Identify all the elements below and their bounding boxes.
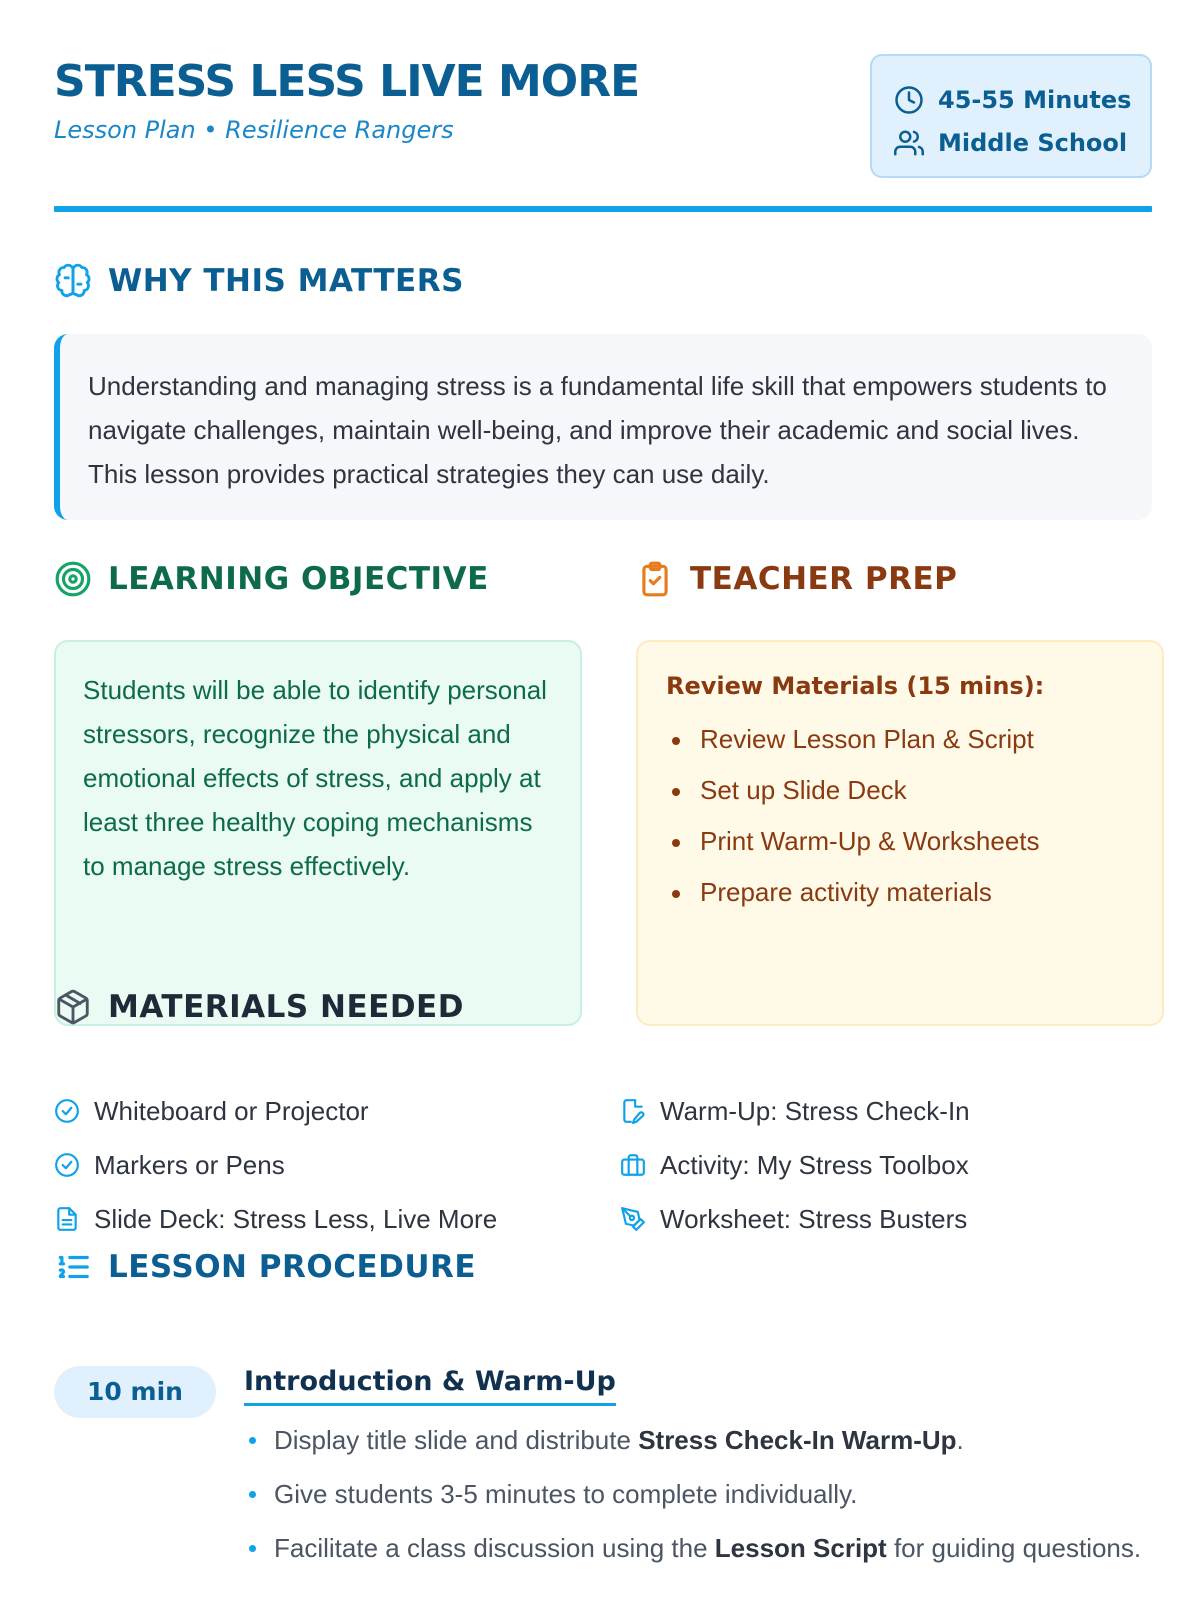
bullet-bold-text: Lesson Script	[714, 1533, 887, 1563]
why-heading-text: WHY THIS MATTERS	[108, 263, 464, 299]
materials-list-left	[54, 1084, 497, 1246]
audience-label: Middle School	[938, 128, 1128, 157]
objective-heading-text: LEARNING OBJECTIVE	[108, 561, 489, 597]
step-title: Introduction & Warm-Up	[244, 1364, 616, 1406]
materials-heading-text: MATERIALS NEEDED	[108, 989, 464, 1025]
list-item	[244, 1420, 1144, 1460]
material-label: Whiteboard or Projector	[94, 1095, 369, 1126]
list-item	[54, 1084, 497, 1138]
list-item	[54, 1138, 497, 1192]
objective-section-heading	[54, 560, 489, 598]
list-item	[620, 1192, 970, 1246]
numbered-list-icon	[54, 1248, 92, 1286]
bullet-text: .	[956, 1425, 964, 1455]
clock-icon	[894, 85, 924, 115]
materials-section-heading	[54, 988, 464, 1026]
material-label: Slide Deck: Stress Less, Live More	[94, 1203, 498, 1234]
document-icon	[54, 1206, 80, 1232]
lesson-header	[54, 52, 1152, 212]
material-label: Warm-Up: Stress Check-In	[660, 1095, 970, 1126]
prep-subheading: Review Materials (15 mins):	[666, 672, 1045, 700]
page-subtitle: Lesson Plan • Resilience Rangers	[54, 116, 454, 144]
list-item	[244, 1474, 1144, 1514]
lesson-meta-box	[870, 54, 1152, 178]
list-item: Review Lesson Plan & Script	[666, 714, 1136, 765]
step-time-badge: 10 min	[54, 1366, 216, 1418]
list-item: Prepare activity materials	[666, 867, 1136, 918]
duration-row	[894, 78, 1150, 121]
list-item	[620, 1084, 970, 1138]
list-item: Set up Slide Deck	[666, 765, 1136, 816]
list-item: Print Warm-Up & Worksheets	[666, 816, 1136, 867]
material-label: Worksheet: Stress Busters	[660, 1203, 968, 1234]
prep-section-heading	[636, 560, 957, 598]
check-circle-icon	[54, 1098, 80, 1124]
prep-heading-text: TEACHER PREP	[690, 561, 958, 597]
package-icon	[54, 988, 92, 1026]
list-item	[54, 1192, 497, 1246]
step-bullet-list	[244, 1420, 1144, 1582]
why-section-heading	[54, 262, 464, 300]
prep-list	[666, 714, 1136, 918]
materials-list-right	[620, 1084, 970, 1246]
procedure-heading-text: LESSON PROCEDURE	[108, 1249, 477, 1285]
briefcase-icon	[620, 1152, 646, 1178]
prep-box	[636, 640, 1164, 1026]
objective-box: Students will be able to identify personal stressors, recognize the physical and emotional effects of stress, and apply at least three healthy coping mechanisms to manage stress effectively.	[54, 640, 582, 1026]
bullet-text: Give students 3-5 minutes to complete individually.	[274, 1479, 858, 1509]
list-item	[620, 1138, 970, 1192]
duration-label: 45-55 Minutes	[938, 85, 1132, 114]
pen-tool-icon	[620, 1206, 646, 1232]
bullet-bold-text: Stress Check-In Warm-Up	[638, 1425, 957, 1455]
target-icon	[54, 560, 92, 598]
audience-row	[894, 121, 1150, 164]
bullet-text: Display title slide and distribute	[274, 1425, 639, 1455]
check-circle-icon	[54, 1152, 80, 1178]
brain-icon	[54, 262, 92, 300]
list-item	[244, 1528, 1144, 1568]
header-divider	[54, 206, 1152, 212]
file-edit-icon	[620, 1098, 646, 1124]
material-label: Markers or Pens	[94, 1149, 285, 1180]
procedure-section-heading	[54, 1248, 476, 1286]
page-title: STRESS LESS LIVE MORE	[54, 56, 640, 107]
why-callout: Understanding and managing stress is a fundamental life skill that empowers students to navigate challenges, maintain well-being, and improve their academic and social lives. This lesson provides practical strategies they can use daily.	[54, 334, 1152, 520]
material-label: Activity: My Stress Toolbox	[660, 1149, 969, 1180]
users-icon	[894, 128, 924, 158]
bullet-text: for guiding questions.	[886, 1533, 1142, 1563]
clipboard-check-icon	[636, 560, 674, 598]
bullet-text: Facilitate a class discussion using the	[274, 1533, 715, 1563]
